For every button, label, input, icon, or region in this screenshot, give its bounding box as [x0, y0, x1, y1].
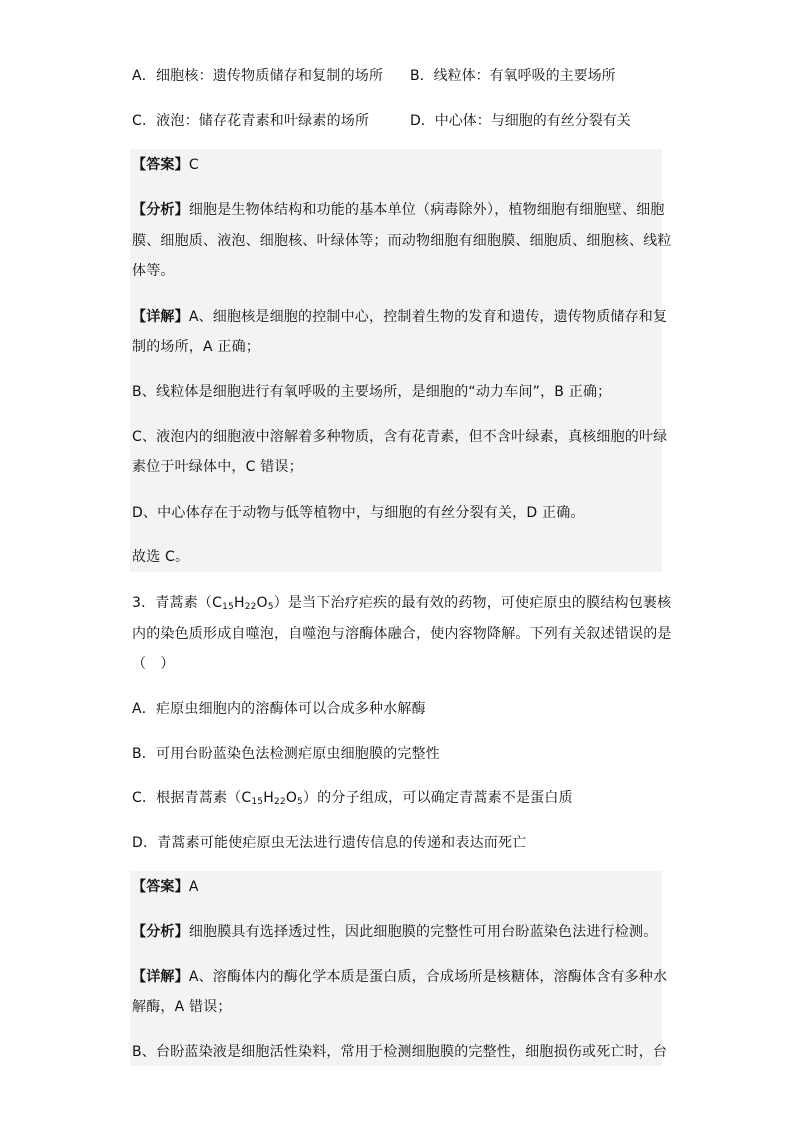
q3-stem-line-3: （ ） — [132, 656, 175, 672]
q3-analysis-tag: 【分析】 — [132, 924, 189, 940]
q3-detail-line-2: 解酶，A 错误； — [132, 999, 232, 1015]
q2-detail-line-2: 制的场所，A 正确； — [132, 339, 261, 355]
q2-answer-tag: 【答案】 — [132, 157, 189, 173]
q2-analysis-line-1: 【分析】细胞是生物体结构和功能的基本单位（病毒除外），植物细胞有细胞壁、细胞 — [132, 202, 665, 218]
q3-option-a: A．疟原虫细胞内的溶酶体可以合成多种水解酶 — [132, 701, 426, 717]
q2-detail-line-6: D、中心体存在于动物与低等植物中，与细胞的有丝分裂有关，D 正确。 — [132, 505, 585, 521]
q2-analysis-line-2: 膜、细胞质、液泡、细胞核、叶绿体等；而动物细胞有细胞膜、细胞质、细胞核、线粒 — [132, 233, 672, 249]
q2-detail-tag: 【详解】 — [132, 309, 189, 325]
q2-analysis-line-3: 体等。 — [132, 263, 175, 279]
q3-answer — [132, 877, 199, 897]
q3-option-d: D．青蒿素可能使疟原虫无法进行遗传信息的传递和表达而死亡 — [132, 835, 527, 851]
q2-detail-line-7: 故选 C。 — [132, 549, 190, 565]
q2-option-d: D．中心体：与细胞的有丝分裂有关 — [410, 113, 631, 129]
q3-answer-value: A — [188, 879, 199, 895]
q2-option-a: A．细胞核：遗传物质储存和复制的场所 — [132, 68, 384, 84]
q2-option-c: C．液泡：储存花青素和叶绿素的场所 — [132, 113, 370, 129]
q3-analysis: 【分析】细胞膜具有选择透过性，因此细胞膜的完整性可用台盼蓝染色法进行检测。 — [132, 924, 658, 940]
q2-answer — [132, 155, 199, 175]
q2-option-b: B．线粒体：有氧呼吸的主要场所 — [410, 68, 616, 84]
q2-detail-line-3: B、线粒体是细胞进行有氧呼吸的主要场所，是细胞的“动力车间”，B 正确； — [132, 384, 612, 400]
q2-answer-value: C — [188, 157, 199, 173]
q3-stem-line-1: 3．青蒿素$(C_{15}H_{22}O_5)$是当下治疗疟疾的最有效的药物，可使疟原虫的膜结构包裹核 — [132, 595, 672, 612]
q2-detail-line-4: C、液泡内的细胞液中溶解着多种物质，含有花青素，但不含叶绿素，真核细胞的叶绿 — [132, 429, 668, 445]
q2-analysis-tag: 【分析】 — [132, 202, 189, 218]
q2-detail-line-5: 素位于叶绿体中，C 错误； — [132, 459, 303, 475]
q3-detail-line-1: 【详解】A、溶酶体内的酶化学本质是蛋白质，合成场所是核糖体，溶酶体含有多种水 — [132, 969, 668, 985]
q3-stem-line-2: 内的染色质形成自噬泡，自噬泡与溶酶体融合，使内容物降解。下列有关叙述错误的是 — [132, 626, 672, 642]
q3-option-c: C．根据青蒿素$(C_{15}H_{22}O_5)$的分子组成，可以确定青蒿素不是蛋白质 — [132, 790, 573, 807]
q3-detail-line-3: B、台盼蓝染液是细胞活性染料，常用于检测细胞膜的完整性，细胞损伤或死亡时，台 — [132, 1044, 668, 1060]
q3-detail-tag: 【详解】 — [132, 969, 189, 985]
q2-detail-line-1: 【详解】A、细胞核是细胞的控制中心，控制着生物的发育和遗传，遗传物质储存和复 — [132, 309, 668, 325]
q3-option-b: B．可用台盼蓝染色法检测疟原虫细胞膜的完整性 — [132, 746, 441, 762]
q3-answer-tag: 【答案】 — [132, 879, 189, 895]
